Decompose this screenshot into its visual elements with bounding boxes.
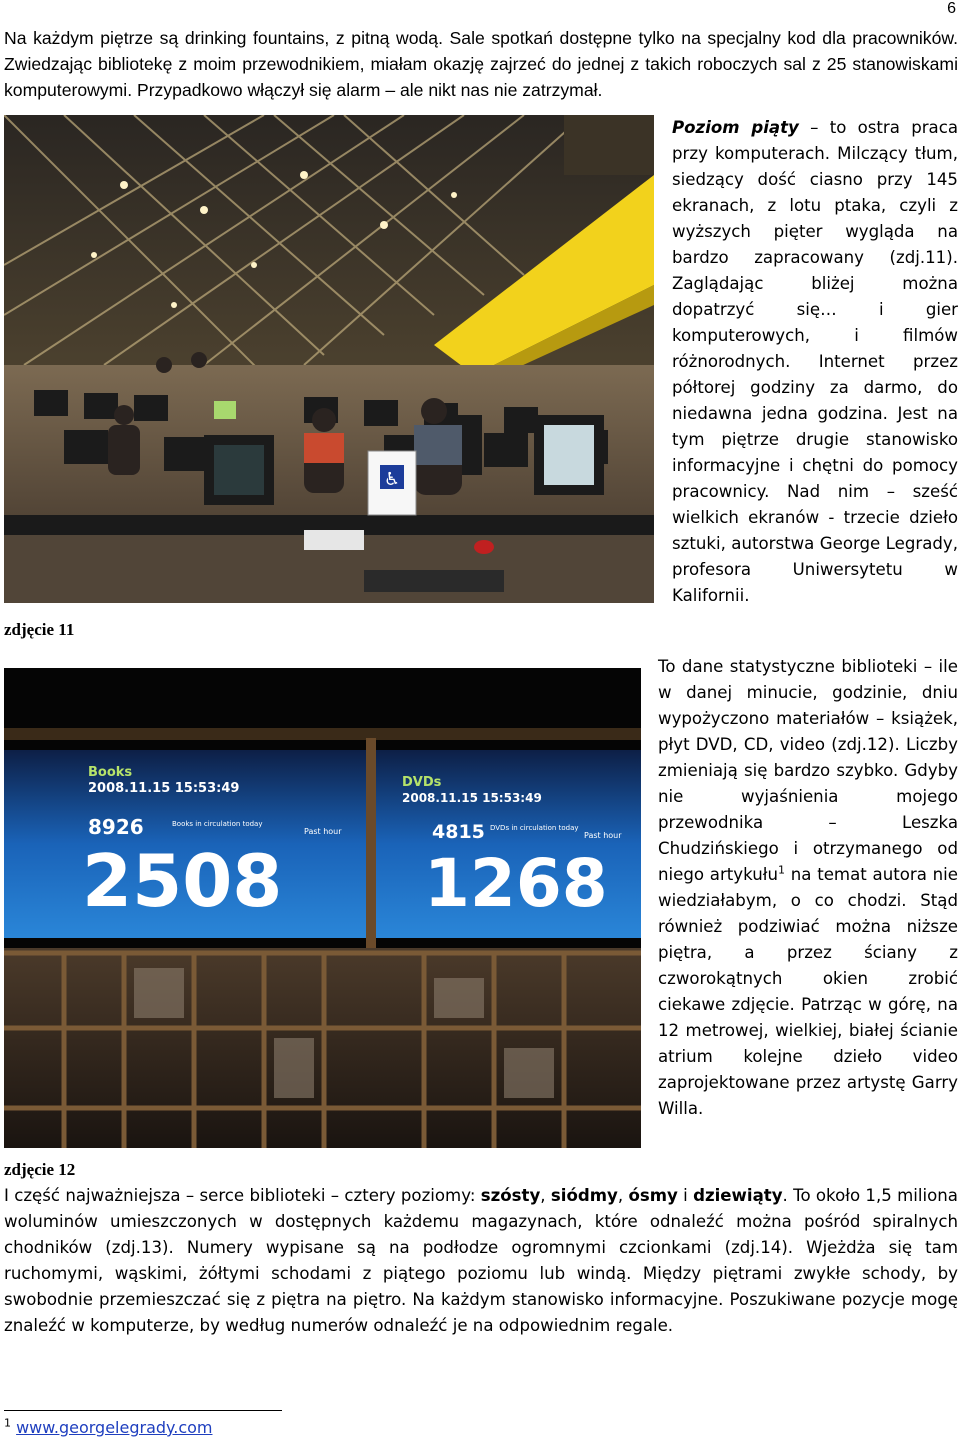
footnote [4, 1418, 212, 1437]
books-timestamp: 2008.11.15 15:53:49 [88, 781, 240, 796]
books-past-hour: Past hour [304, 827, 342, 836]
separator-1: , [540, 1186, 551, 1205]
footnote-divider [4, 1410, 282, 1411]
accessibility-icon: ♿ [383, 469, 401, 490]
side-paragraph-statistics [658, 654, 958, 1122]
separator-2: , [617, 1186, 629, 1205]
footnote-reference: 1 [777, 863, 785, 877]
separator-3: i [677, 1186, 694, 1205]
computer-room-illustration [4, 115, 654, 603]
photo-statistics-screens [4, 668, 641, 1148]
dvds-label: DVDs [402, 775, 442, 790]
books-small-label: Books in circulation today [172, 820, 263, 828]
floor-ninth: dziewiąty [693, 1186, 783, 1205]
books-small-count: 8926 [88, 815, 144, 839]
bottom-text-2: . To około 1,5 miliona woluminów umieszczonych w dostępnych każdemu magazynach, które odnaleźć można pośród spiralnych chodników (zdj.13). Numery wypisane są na podłodze ogromnymi czcionkami (zdj.14). Wjeżdża się tam ruchomymi, wąskimi, żółtymi schodami z piątego poziomu lub windą. Między piętrami zwykłe schody, by swobodnie przemieszczać się z piętra na piętro. Na każdym stanowisko informacyjne. Poszukiwane pozycje mogę znaleźć w komputerze, by według numerów odnaleźć je na odpowiednim regale. [4, 1186, 958, 1335]
floor-eighth: ósmy [628, 1186, 678, 1205]
intro-paragraph: Na każdym piętrze są drinking fountains, z pitną wodą. Sale spotkań dostępne tylko na specjalny kod dla pracowników. Zwiedzając bibliotekę z moim przewodnikiem, miałam okazję zajrzeć do jednej z takich roboczych sal z 25 stanowiskami komputerowymi. Przypadkowo włączył się alarm – ale nikt nas nie zatrzymał. [4, 28, 958, 100]
photo-computer-room [4, 115, 654, 603]
books-label: Books [88, 765, 133, 780]
statistics-text-after: na temat autora nie wiedziałabym, o co chodzi. Stąd również podziwiać można niższe piętra, a przez ściany z czworokątnych okien zrobić ciekawe zdjęcie. Patrząc w górę, na 12 metrowej, wielkiej, białej ścianie atrium kolejne dzieło video zaprojektowane przez artystę Garry Willa. [658, 865, 958, 1118]
screens-illustration [4, 668, 641, 1148]
footnote-link[interactable]: www.georgelegrady.com [16, 1418, 213, 1437]
statistics-text-before: To dane statystyczne biblioteki – ile w danej minucie, godzinie, dniu wypożyczono materiałów – książek, płyt DVD, CD, video (zdj.12). Liczby zmieniają się bardzo szybko. Gdyby nie wyjaśnienia mojego przewodnika – Leszka Chudzińskiego i otrzymanego od niego artykułu [658, 657, 958, 884]
level-five-text: – to ostra praca przy komputerach. Milczący tłum, siedzący dość ciasno przy 145 ekranach, z lotu ptaka, czyli z wyższych pięter wygląda na bardzo zapracowany (zdj.11). Zaglądając bliżej można dopatrzyć się… i gier komputerowych, i filmów różnorodnych. Internet przez półtorej godziny za darmo, do niedawna jedna godzina. Jest na tym piętrze drugie stanowisko informacyjne i chętni do pomocy pracownicy. Nad nim – sześć wielkich ekranów - trzecie dzieło sztuki, autorstwa George Legrady, profesora Uniwersytetu w Kalifornii. [672, 118, 959, 605]
footnote-number: 1 [4, 1416, 11, 1430]
dvds-big-count: 1268 [424, 845, 608, 922]
page-number: 6 [947, 0, 956, 17]
dvds-small-label: DVDs in circulation today [490, 824, 579, 832]
level-five-lead: Poziom piąty [672, 118, 799, 137]
dvds-timestamp: 2008.11.15 15:53:49 [402, 791, 542, 805]
dvds-small-count: 4815 [432, 821, 485, 843]
photo-12-caption: zdjęcie 12 [4, 1160, 76, 1179]
books-big-count: 2508 [82, 839, 283, 923]
side-paragraph-level-five [672, 115, 958, 609]
bottom-paragraph [4, 1183, 958, 1339]
dvds-past-hour: Past hour [584, 831, 622, 840]
floor-sixth: szósty [480, 1186, 541, 1205]
photo-11-caption: zdjęcie 11 [4, 620, 75, 639]
bottom-text-1: I część najważniejsza – serce biblioteki – cztery poziomy: [4, 1186, 481, 1205]
floor-seventh: siódmy [550, 1186, 618, 1205]
